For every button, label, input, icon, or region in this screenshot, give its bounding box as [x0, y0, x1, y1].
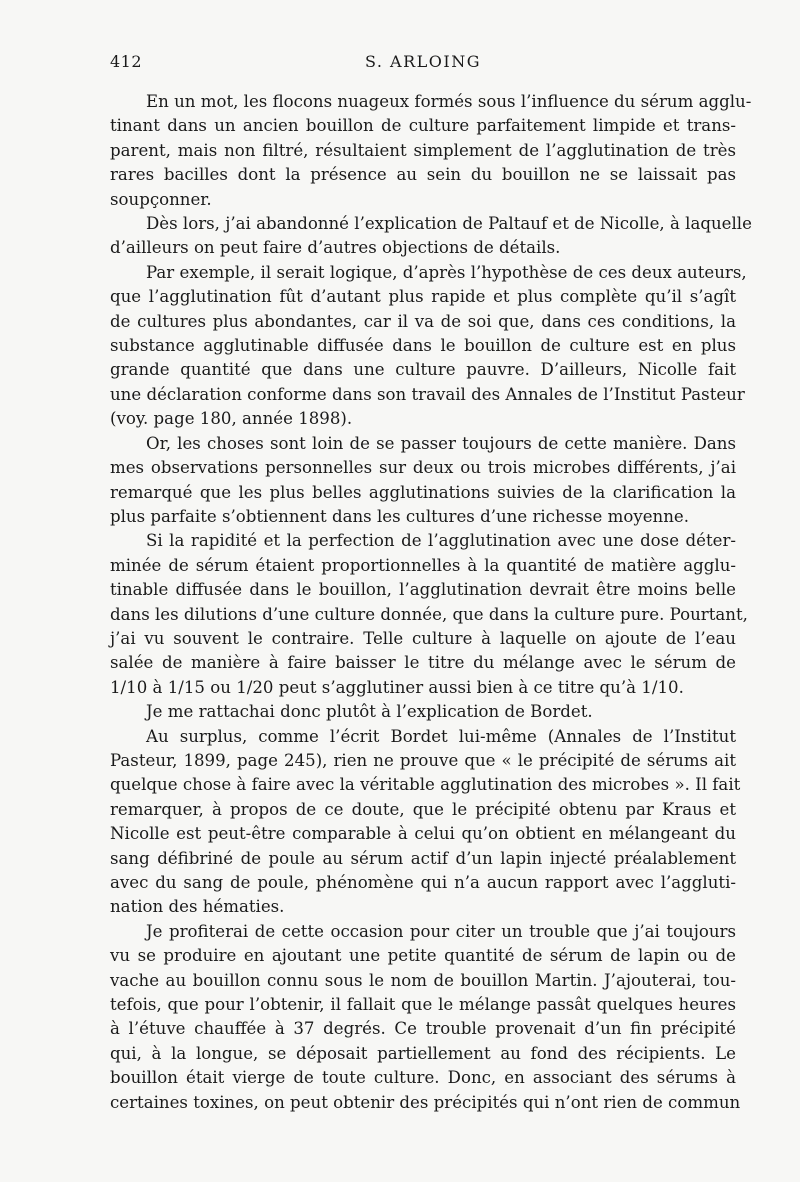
text-line: parent, mais non filtré, résultaient simplement de l’agglutination de très: [110, 140, 736, 160]
text-line: Au surplus, comme l’écrit Bordet lui-même (Annales de l’Institut: [146, 726, 736, 746]
text-line: grande quantité que dans une culture pauvre. D’ailleurs, Nicolle fait: [110, 360, 736, 380]
text-line: Nicolle est peut-être comparable à celui qu’on obtient en mélangeant du: [110, 824, 736, 844]
text-line: substance agglutinable diffusée dans le bouillon de culture est en plus: [110, 336, 736, 356]
text-line: avec du sang de poule, phénomène qui n’a aucun rapport avec l’aggluti-: [110, 873, 736, 892]
text-line: vache au bouillon connu sous le nom de bouillon Martin. J’ajouterai, tou-: [110, 970, 736, 990]
text-line: d’ailleurs on peut faire d’autres objections de détails.: [110, 238, 561, 258]
paragraph: [110, 90, 752, 212]
running-head: S. ARLOING: [364, 52, 481, 71]
paragraph: [110, 920, 741, 1115]
text-line: qui, à la longue, se déposait partiellement au fond des récipients. Le: [110, 1043, 736, 1063]
text-line: Je me rattachai donc plutôt à l’explication de Bordet.: [146, 702, 593, 722]
paragraph: [110, 725, 741, 920]
text-line: de cultures plus abondantes, car il va de soi que, dans ces conditions, la: [110, 311, 736, 331]
text-line: En un mot, les flocons nuageux formés sous l’influence du sérum agglu-: [146, 92, 752, 111]
text-line: à l’étuve chauffée à 37 degrés. Ce trouble provenait d’un fin précipité: [110, 1019, 736, 1039]
text-line: 1/10 à 1/15 ou 1/20 peut s’agglutiner aussi bien à ce titre qu’à 1/10.: [110, 677, 684, 697]
text-line: mes observations personnelles sur deux ou trois microbes différents, j’ai: [110, 458, 736, 478]
body-text: [110, 90, 752, 1115]
text-line: bouillon était vierge de toute culture. Donc, en associant des sérums à: [110, 1068, 736, 1088]
text-line: soupçonner.: [110, 189, 212, 209]
text-line: Pasteur, 1899, page 245), rien ne prouve que « le précipité de sérums ait: [110, 750, 736, 770]
page-number: 412: [110, 52, 143, 71]
text-line: une déclaration conforme dans son travail des Annales de l’Institut Pasteur: [110, 384, 745, 404]
text-line: tinant dans un ancien bouillon de culture parfaitement limpide et trans-: [110, 116, 736, 136]
text-line: dans les dilutions d’une culture donnée, que dans la culture pure. Pourtant,: [110, 604, 748, 624]
text-line: salée de manière à faire baisser le titre du mélange avec le sérum de: [110, 653, 736, 673]
text-line: Si la rapidité et la perfection de l’agglutination avec une dose déter-: [146, 531, 736, 551]
text-line: Par exemple, il serait logique, d’après l’hypothèse de ces deux auteurs,: [146, 262, 747, 282]
text-line: Je profiterai de cette occasion pour citer un trouble que j’ai toujours: [146, 921, 736, 941]
text-line: j’ai vu souvent le contraire. Telle culture à laquelle on ajoute de l’eau: [110, 628, 736, 648]
paragraph: [110, 700, 736, 724]
text-line: remarqué que les plus belles agglutinations suivies de la clarification la: [110, 482, 736, 502]
text-line: certaines toxines, on peut obtenir des précipités qui n’ont rien de commun: [110, 1092, 741, 1112]
text-line: vu se produire en ajoutant une petite quantité de sérum de lapin ou de: [110, 946, 736, 966]
text-line: minée de sérum étaient proportionnelles à la quantité de matière agglu-: [110, 555, 736, 575]
text-line: plus parfaite s’obtiennent dans les cultures d’une richesse moyenne.: [110, 506, 689, 526]
page-header: [110, 52, 736, 76]
text-line: tinable diffusée dans le bouillon, l’agglutination devrait être moins belle: [110, 580, 736, 600]
text-line: quelque chose à faire avec la véritable agglutination des microbes ». Il fait: [110, 775, 741, 795]
text-line: tefois, que pour l’obtenir, il fallait que le mélange passât quelques heures: [110, 995, 736, 1015]
paragraph: [110, 261, 747, 432]
text-line: que l’agglutination fût d’autant plus rapide et plus complète qu’il s’agît: [110, 287, 736, 307]
text-line: (voy. page 180, année 1898).: [110, 409, 353, 429]
text-line: sang défibriné de poule au sérum actif d’un lapin injecté préalablement: [110, 848, 736, 868]
text-line: nation des hématies.: [110, 897, 285, 917]
text-line: rares bacilles dont la présence au sein du bouillon ne se laissait pas: [110, 165, 736, 185]
text-line: Or, les choses sont loin de se passer toujours de cette manière. Dans: [146, 433, 736, 453]
text-line: Dès lors, j’ai abandonné l’explication de Paltauf et de Nicolle, à laquelle: [146, 214, 752, 234]
paragraph: [110, 529, 748, 700]
text-line: remarquer, à propos de ce doute, que le précipité obtenu par Kraus et: [110, 799, 736, 819]
paragraph: [110, 212, 752, 261]
paragraph: [110, 432, 736, 530]
